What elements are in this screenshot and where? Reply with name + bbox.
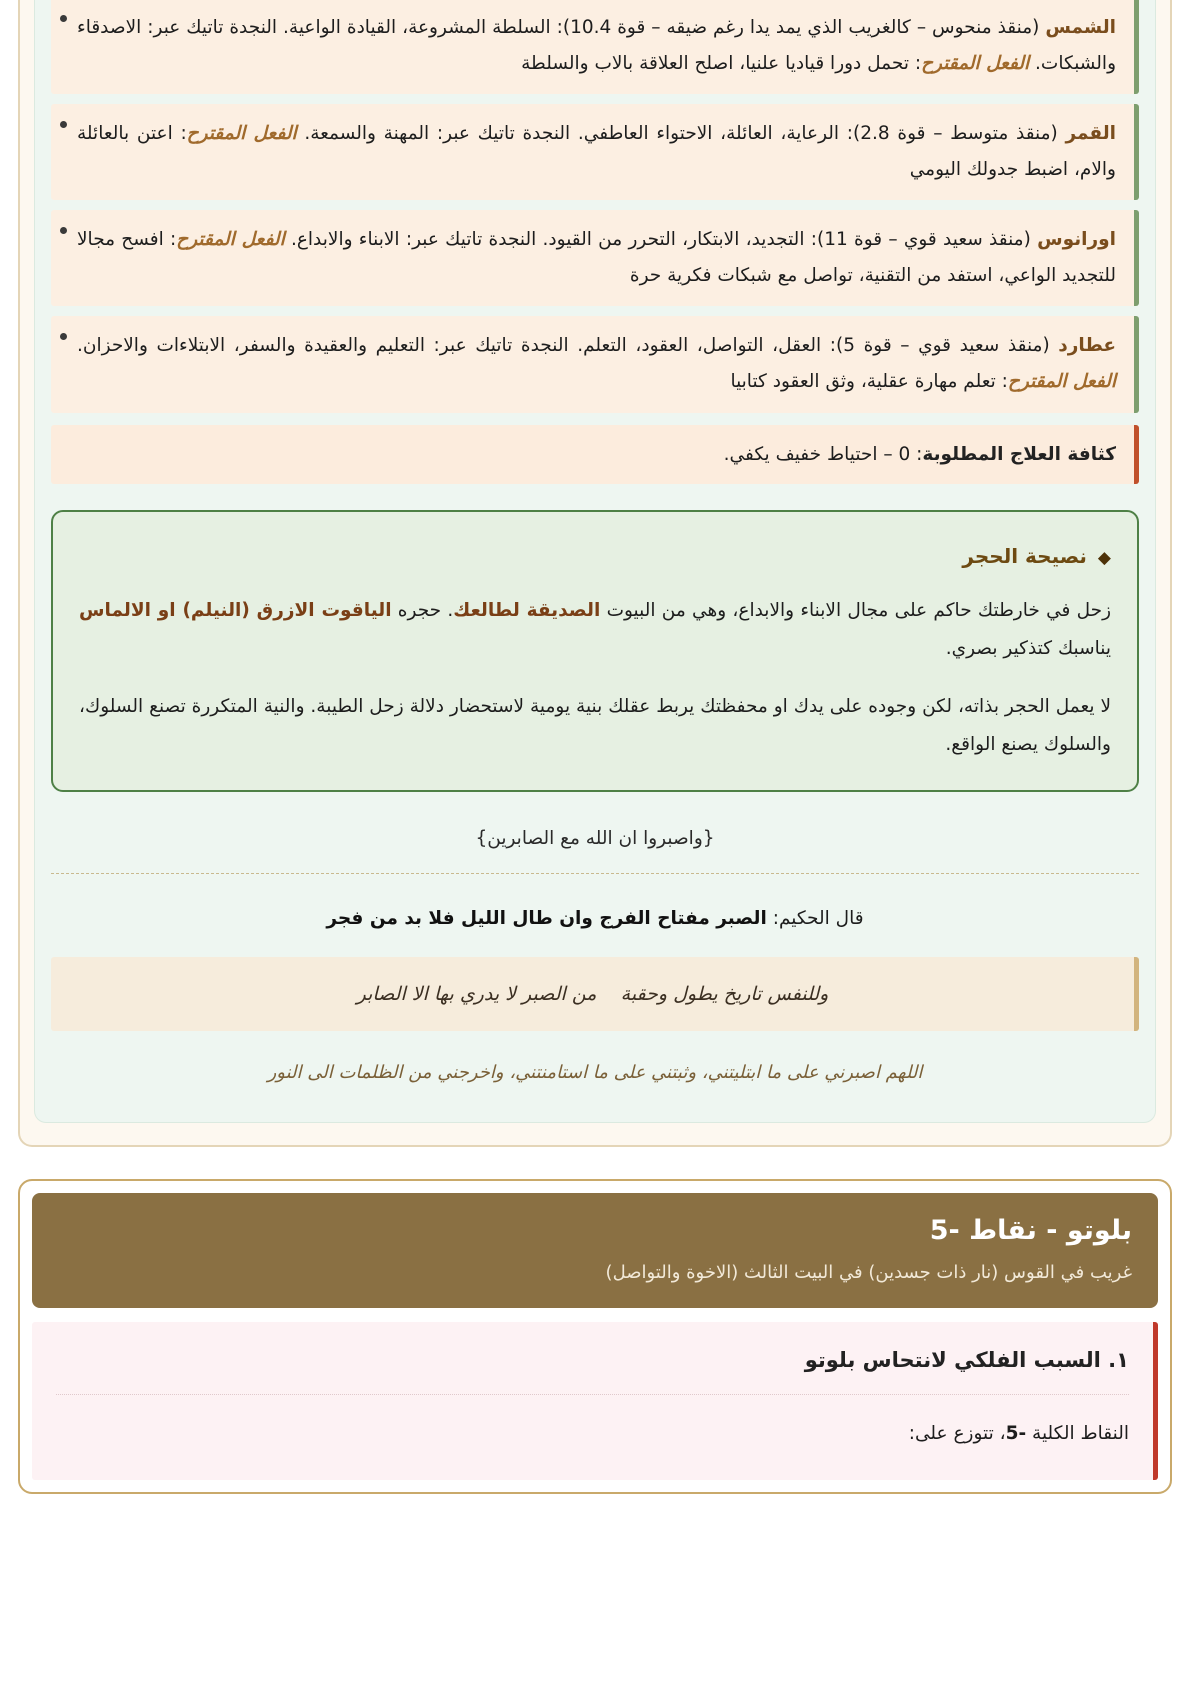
stone-advice-paragraph-2: لا يعمل الحجر بذاته، لكن وجوده على يدك او محفظتك يربط عقلك بنية يومية لاستحضار دلالة زحل الطيبة. والنية المتكررة تصنع السلوك، والسلوك يصنع الواقع. <box>79 695 1111 755</box>
stone-advice-title <box>79 540 1111 572</box>
pluto-reason-heading: ١. السبب الفلكي لانتحاس بلوتو <box>804 1348 1129 1373</box>
treatment-dose-line <box>51 425 1139 484</box>
action-text: : اعتن بالعائلة والام، اضبط جدولك اليومي <box>77 123 1116 181</box>
bullet-icon <box>60 121 67 128</box>
planet-name: عطارد <box>1058 335 1117 357</box>
pluto-points-suffix: ، تتوزع على: <box>908 1422 1006 1444</box>
stone-p1-a: زحل في خارطتك حاكم على مجال الابناء والابداع، وهي من البيوت <box>600 599 1112 621</box>
pluto-title: بلوتو - نقاط -5 <box>929 1214 1132 1246</box>
stone-advice-paragraph-1 <box>79 592 1111 668</box>
bullet-icon <box>60 333 67 340</box>
list-item <box>51 104 1139 200</box>
planet-saviors-list <box>51 0 1139 413</box>
stone-p1-friendly-houses: الصديقة لطالعك <box>453 599 601 621</box>
planet-meta: (منقذ متوسط – قوة 2.8) <box>853 123 1058 145</box>
planet-body: : العقل، التواصل، العقود، التعلم. النجدة تاتيك عبر: التعليم والعقيدة والسفر، الابتلاءات والاحزان. <box>77 335 836 357</box>
action-text: : تحمل دورا قياديا علنيا، اصلح العلاقة بالاب والسلطة <box>521 53 922 75</box>
planet-name: القمر <box>1065 123 1116 145</box>
treatment-dose-value: : 0 – احتياط خفيف يكفي. <box>723 443 923 465</box>
planet-body: : السلطة المشروعة، القيادة الواعية. النجدة تاتيك عبر: الاصدقاء والشبكات. <box>77 17 1116 75</box>
treatment-dose-label: كثافة العلاج المطلوبة <box>922 443 1116 465</box>
action-text: : افسح مجالا للتجديد الواعي، استفد من التقنية، تواصل مع شبكات فكرية حرة <box>77 229 1116 287</box>
dua-text: اللهم اصبرني على ما ابتليتني، وثبتني على ما استامنتني، واخرجني من الظلمات الى النور <box>267 1062 923 1084</box>
wise-saying <box>51 902 1139 935</box>
wise-saying-prefix: قال الحكيم: <box>766 907 864 929</box>
saviors-panel <box>34 0 1156 1123</box>
planet-meta: (منقذ منحوس – كالغريب الذي يمد يدا رغم ضيقه – قوة 10.4) <box>562 17 1040 38</box>
stone-advice-title-text: نصيحة الحجر <box>962 543 1087 568</box>
list-item <box>51 316 1139 412</box>
action-text: : تعلم مهارة عقلية، وثق العقود كتابيا <box>730 371 1008 393</box>
pluto-points-text <box>56 1417 1129 1450</box>
poetry-box <box>51 957 1139 1031</box>
pluto-points-prefix: النقاط الكلية <box>1026 1422 1129 1444</box>
planet-name: الشمس <box>1045 17 1116 38</box>
bullet-icon <box>60 15 67 22</box>
planet-body: : التجديد، الابتكار، التحرر من القيود. النجدة تاتيك عبر: الابناء والابداع. <box>284 229 817 251</box>
planet-meta: (منقذ سعيد قوي – قوة 11) <box>816 229 1031 251</box>
planet-name: اورانوس <box>1037 229 1116 251</box>
stone-p1-e: يناسبك كتذكير بصري. <box>945 637 1111 659</box>
stone-advice-box <box>51 510 1139 792</box>
bullet-icon <box>60 227 67 234</box>
list-item <box>51 210 1139 306</box>
action-label: الفعل المقترح <box>176 229 285 251</box>
stone-p1-c: . حجره <box>391 599 454 621</box>
pluto-section-card <box>18 1179 1172 1494</box>
dotted-divider <box>56 1394 1129 1395</box>
diamond-icon: ◆ <box>1097 547 1111 568</box>
dashed-divider <box>51 873 1139 874</box>
pluto-subtitle: غريب في القوس (نار ذات جسدين) في البيت الثالث (الاخوة والتواصل) <box>605 1262 1132 1284</box>
list-item <box>51 0 1139 94</box>
planet-body: : الرعاية، العائلة، الاحتواء العاطفي. النجدة تاتيك عبر: المهنة والسمعة. <box>296 123 854 145</box>
action-label: الفعل المقترح <box>186 123 297 145</box>
action-label: الفعل المقترح <box>921 53 1030 75</box>
quran-quote: {واصبروا ان الله مع الصابرين} <box>475 827 715 849</box>
pluto-header <box>32 1193 1158 1308</box>
stone-p1-gem-name: الياقوت الازرق (النيلم) او الالماس <box>79 599 392 621</box>
planet-meta: (منقذ سعيد قوي – قوة 5) <box>836 335 1050 357</box>
poetry-verse: وللنفس تاريخ يطول وحقبة من الصبر لا يدري بها الا الصابر <box>356 983 829 1006</box>
pluto-points-value: -5 <box>1005 1422 1027 1444</box>
action-label: الفعل المقترح <box>1007 371 1116 393</box>
wise-saying-quote: الصبر مفتاح الفرج وان طال الليل فلا بد من فجر <box>326 907 767 929</box>
report-page-card <box>18 0 1172 1147</box>
pluto-reason-block <box>32 1322 1158 1480</box>
